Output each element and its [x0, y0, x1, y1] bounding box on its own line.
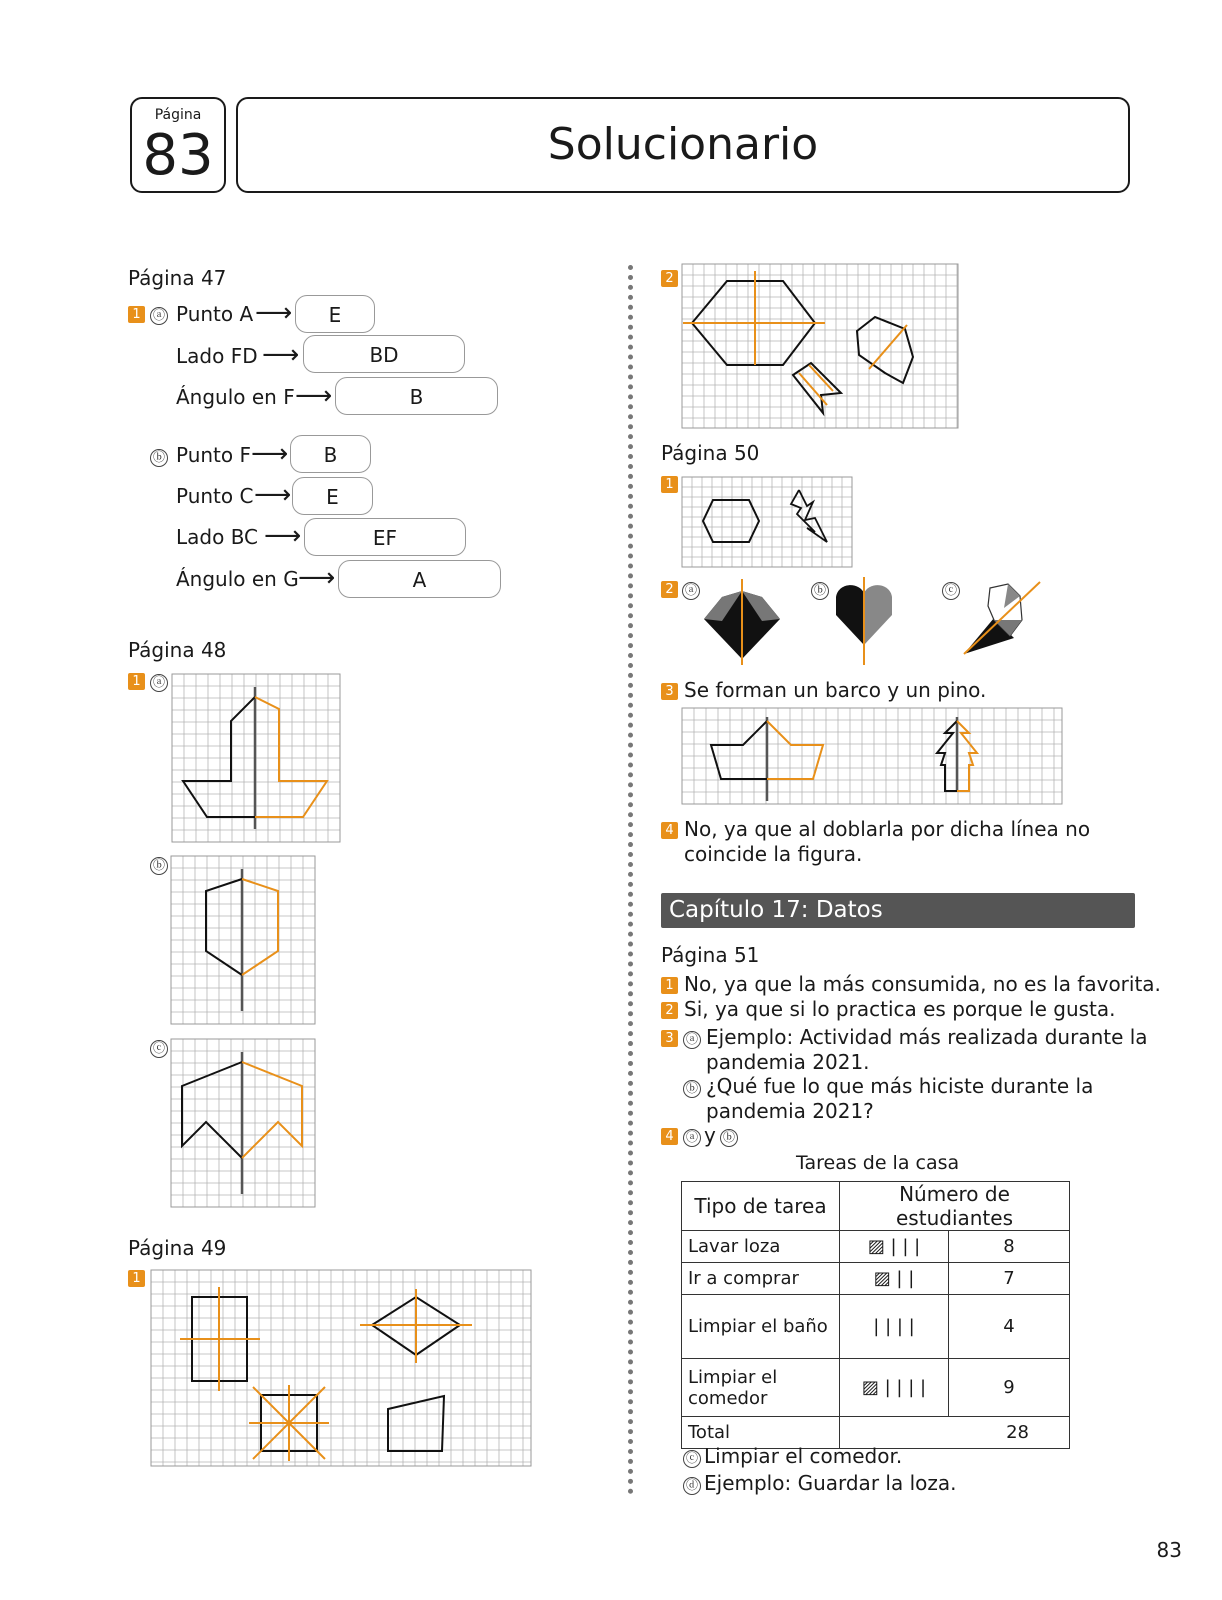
p51-q4-b-marker: ⓑ	[720, 1129, 738, 1147]
p48-q1-badge: 1	[128, 673, 145, 690]
table-tally: ▨ | |	[840, 1263, 949, 1295]
p50-a-marker: ⓐ	[682, 582, 700, 600]
pagina-label: Página	[154, 107, 202, 123]
p47-a-answer-2: B	[335, 377, 498, 415]
p51-q2-text: Si, ya que si lo practica es porque le gusta.	[684, 997, 1116, 1021]
arrow-icon: ⟶	[264, 521, 302, 551]
p49-heading: Página 49	[128, 1236, 227, 1260]
p51-c-marker: ⓒ	[683, 1450, 701, 1468]
p47-b-label-3: Ángulo en G	[176, 567, 299, 591]
p51-heading: Página 51	[661, 943, 760, 967]
p50-q4-line2: coincide la figura.	[684, 842, 863, 866]
p51-q3b-line2: pandemia 2021?	[706, 1099, 874, 1123]
chapter-title: Capítulo 17: Datos	[661, 893, 1135, 928]
p47-a-answer-0: E	[295, 295, 375, 333]
arrow-icon: ⟶	[262, 340, 300, 370]
arrow-icon: ⟶	[255, 298, 293, 328]
p48-heading: Página 48	[128, 638, 227, 662]
arrow-icon: ⟶	[251, 439, 289, 469]
p50-c-marker: ⓒ	[942, 582, 960, 600]
p51-q3a-line2: pandemia 2021.	[706, 1050, 870, 1074]
p50-q3-badge: 3	[661, 683, 678, 700]
page-title: Solucionario	[547, 119, 819, 170]
table-task: Limpiar el comedor	[682, 1359, 840, 1417]
arrow-icon: ⟶	[298, 563, 336, 593]
p49-q1-figure	[150, 1269, 532, 1467]
p51-q3-badge: 3	[661, 1030, 678, 1047]
p51-d-marker: ⓓ	[683, 1477, 701, 1495]
table-count: 4	[949, 1295, 1070, 1359]
p48-a-figure	[171, 673, 341, 843]
p51-q3a-line1: Ejemplo: Actividad más realizada durante la	[706, 1025, 1148, 1049]
p51-q4-a-marker: ⓐ	[683, 1129, 701, 1147]
title-box	[236, 97, 1130, 193]
column-divider	[628, 265, 633, 1495]
p50-a-heart	[702, 575, 784, 667]
p47-heading: Página 47	[128, 266, 227, 290]
p51-q1-text: No, ya que la más consumida, no es la favorita.	[684, 972, 1161, 996]
page-number-footer: 83	[1156, 1538, 1182, 1562]
p48-c-figure	[170, 1038, 316, 1208]
table-col-header: Número de estudiantes	[840, 1182, 1070, 1231]
table-caption: Tareas de la casa	[796, 1152, 960, 1174]
p51-q4-y: y	[704, 1123, 716, 1147]
p49-q2-badge: 2	[661, 270, 678, 287]
p47-q1-badge: 1	[128, 306, 145, 323]
p50-b-marker: ⓑ	[811, 582, 829, 600]
table-task: Lavar loza	[682, 1231, 840, 1263]
table-count: 7	[949, 1263, 1070, 1295]
p50-q2-badge: 2	[661, 581, 678, 598]
p47-b-answer-2: EF	[304, 518, 466, 556]
table-task: Limpiar el baño	[682, 1295, 840, 1359]
p50-heading: Página 50	[661, 441, 760, 465]
p51-q3-b-marker: ⓑ	[683, 1080, 701, 1098]
table-count: 9	[949, 1359, 1070, 1417]
table-task: Ir a comprar	[682, 1263, 840, 1295]
table-tally: ▨ | | | |	[840, 1359, 949, 1417]
arrow-icon: ⟶	[295, 381, 333, 411]
p49-q1-badge: 1	[128, 1270, 145, 1287]
p50-q1-figure	[681, 476, 853, 568]
table-total: 28	[840, 1417, 1070, 1449]
p47-b-label-1: Punto C	[176, 484, 254, 508]
p50-b-heart	[834, 575, 898, 667]
table-tally: | | | |	[840, 1295, 949, 1359]
p50-q4-badge: 4	[661, 822, 678, 839]
p47-b-label-0: Punto F	[176, 443, 251, 467]
table-tally: ▨ | | |	[840, 1231, 949, 1263]
p47-a-answer-1: BD	[303, 335, 465, 373]
pagina-number: 83	[142, 123, 214, 188]
p50-q3-figure	[681, 707, 1063, 805]
p51-q3b-line1: ¿Qué fue lo que más hiciste durante la	[706, 1074, 1094, 1098]
p48-a-marker: ⓐ	[150, 674, 168, 692]
p48-c-marker: ⓒ	[150, 1040, 168, 1058]
p47-b-answer-3: A	[338, 560, 501, 598]
p47-b-answer-1: E	[292, 477, 373, 515]
p48-b-marker: ⓑ	[150, 857, 168, 875]
p50-q4-line1: No, ya que al doblarla por dicha línea no	[684, 817, 1091, 841]
p49-q2-figure	[681, 263, 959, 429]
table-total-label: Total	[682, 1417, 840, 1449]
table-col-header: Tipo de tarea	[682, 1182, 840, 1231]
p51-c-text: Limpiar el comedor.	[704, 1444, 903, 1468]
tally-table	[681, 1181, 1070, 1449]
p47-a-marker: ⓐ	[150, 307, 168, 325]
p47-a-label-2: Ángulo en F	[176, 385, 295, 409]
p47-a-label-0: Punto A	[176, 302, 254, 326]
p51-q3-a-marker: ⓐ	[683, 1031, 701, 1049]
arrow-icon: ⟶	[254, 480, 292, 510]
p47-b-label-2: Lado BC	[176, 525, 259, 549]
p51-q2-badge: 2	[661, 1002, 678, 1019]
p50-q1-badge: 1	[661, 476, 678, 493]
p47-a-label-1: Lado FD	[176, 344, 258, 368]
p47-b-answer-0: B	[290, 435, 371, 473]
p48-b-figure	[170, 855, 316, 1025]
p47-b-marker: ⓑ	[150, 449, 168, 467]
p50-q3-text: Se forman un barco y un pino.	[684, 678, 987, 702]
p51-d-text: Ejemplo: Guardar la loza.	[704, 1471, 957, 1495]
p50-c-figure	[960, 578, 1044, 658]
p51-q1-badge: 1	[661, 977, 678, 994]
p51-q4-badge: 4	[661, 1128, 678, 1145]
page-number-box	[130, 97, 226, 193]
table-count: 8	[949, 1231, 1070, 1263]
